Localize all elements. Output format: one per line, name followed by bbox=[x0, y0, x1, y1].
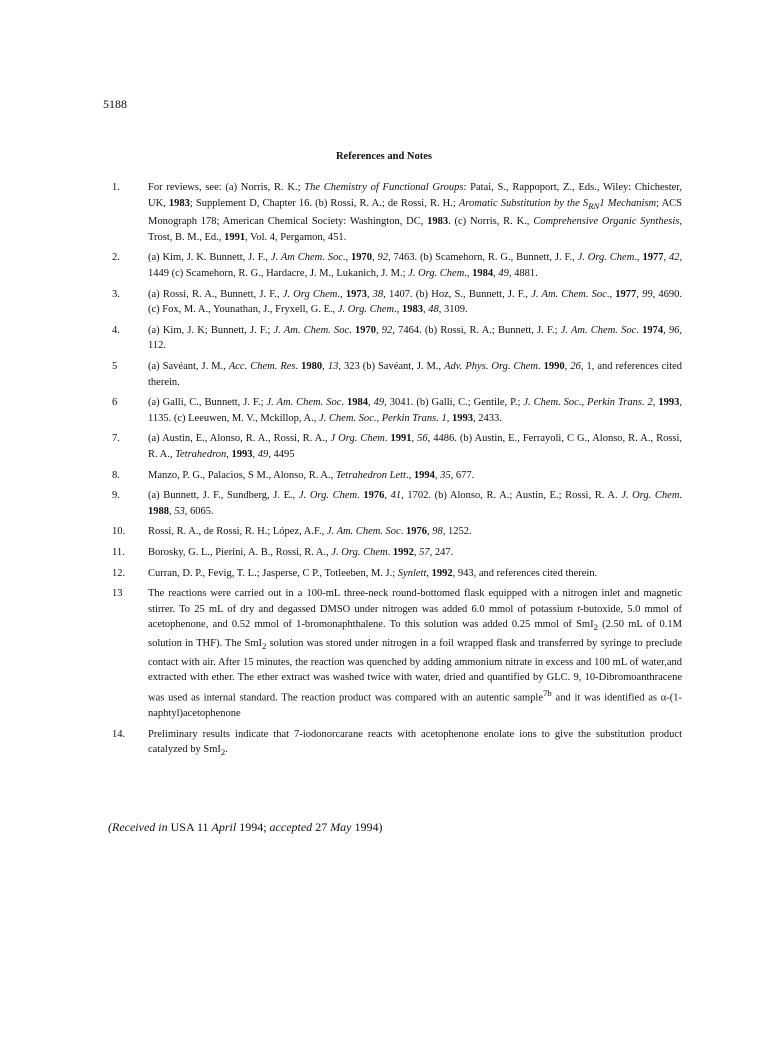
reference-number: 12. bbox=[112, 567, 126, 579]
received-line bbox=[108, 820, 383, 835]
received-year: 1994; bbox=[239, 820, 267, 834]
reference-number: 2. bbox=[112, 252, 120, 264]
reference-text: (a) Galli, C., Bunnett, J. F.; J. Am. Chem. Soc. 1984, 49, 3041. (b) Galli, C.; Gentile, P.; J. Chem. Soc., Perkin Trans. 2, 1993, 1135. (c) Leeuwen, M. V., Mckillop, A., J. Chem. Soc., Perkin Trans. 1, 1993, 2433. bbox=[148, 397, 683, 424]
reference-text: The reactions were carried out in a 100-mL three-neck round-bottomed flask equipped with a nitrogen inlet and magnetic stirrer. To 25 mL of dry and degassed DMSO under nitrogen was added 6.0 mmol of potassium t-butoxide, 5.0 mmol of acetophenone, and 0.52 mmol of 1-bromonaphthalene. To this solution was added 0.25 mmol of SmI$_2$ (2.50 mL of 0.1M solution in THF). The SmI$_2$ solution was stored under nitrogen in a foil wrapped flask and transferred by syringe to preclude contact with air. After 15 minutes, the reaction was quenched by adding ammonium nitrate in excess and 100 mL of water,and extracted with ether. The ether extract was washed twice with water, dried and quantified by GLC. 9, 10-Dibromoanthracene was used as internal standard. The reaction product was compared with an autentic sample$^{7b}$ and it was identified as α-(1-naphtyl)acetophenone bbox=[148, 588, 682, 719]
page-number: 5188 bbox=[103, 97, 127, 111]
received-prefix: (Received in bbox=[108, 820, 168, 834]
reference-number: 5 bbox=[112, 361, 118, 373]
reference-item bbox=[112, 250, 682, 281]
accepted-label: accepted bbox=[269, 820, 313, 834]
reference-number: 8. bbox=[112, 469, 120, 481]
reference-text: For reviews, see: (a) Norris, R. K.; The Chemistry of Functional Groups: Patai, S., Rappoport, Z., Eds., Wiley: Chichester, UK, 1983; Supplement D, Chapter 16. (b) Rossi, R. A.; de Rossi, R. H.; Aromatic Substitution by the $S_{RN}1$ Mechanism; ACS Monograph 178; American Chemical Society: Washington, DC, 1983. (c) Norris, R. K., Comprehensive Organic Synthesis, Trost, B. M., Ed., 1991, Vol. 4, Pergamon, 451. bbox=[148, 182, 683, 243]
reference-item bbox=[112, 359, 682, 390]
received-day: 11 bbox=[196, 820, 209, 834]
reference-text: (a) Kim, J. K. Bunnett, J. F., J. Am Chem. Soc., 1970, 92, 7463. (b) Scamehorn, R. G., Bunnett, J. F., J. Org. Chem., 1977, 42, 1449 (c) Scamehorn, R. G., Hardacre, J. M., Lukanich, J. M.; J. Org. Chem., 1984, 49, 4881. bbox=[148, 252, 683, 280]
reference-item bbox=[112, 488, 682, 519]
reference-number: 14. bbox=[112, 728, 126, 740]
reference-number: 1. bbox=[112, 182, 120, 193]
reference-text: (a) Rossi, R. A., Bunnett, J. F., J. Org Chem., 1973, 38, 1407. (b) Hoz, S., Bunnett, J. F., J. Am. Chem. Soc., 1977, 99, 4690. (c) Fox, M. A., Younathan, J., Fryxell, G. E., J. Org. Chem., 1983, 48, 3109. bbox=[148, 288, 683, 316]
reference-text: (a) Bunnett, J. F., Sundberg, J. E., J. Org. Chem. 1976, 41, 1702. (b) Alonso, R. A.; Austin, E.; Rossi, R. A. J. Org. Chem. 1988, 53, 6065. bbox=[148, 490, 683, 517]
reference-text: Manzo, P. G., Palacios, S M., Alonso, R. A., Tetrahedron Lett., 1994, 35, 677. bbox=[148, 469, 475, 481]
reference-number: 13 bbox=[112, 588, 123, 600]
reference-number: 10. bbox=[112, 526, 126, 538]
reference-number: 4. bbox=[112, 324, 120, 336]
reference-item bbox=[112, 566, 682, 582]
reference-item bbox=[112, 431, 682, 462]
reference-text: Preliminary results indicate that 7-iodonorcarane reacts with acetophenone enolate ions to give the substitution product catalyzed by SmI$_2$. bbox=[148, 728, 682, 758]
reference-item bbox=[112, 323, 682, 354]
reference-number: 3. bbox=[112, 288, 120, 300]
reference-item bbox=[112, 586, 682, 721]
reference-item bbox=[112, 545, 682, 561]
reference-item bbox=[112, 727, 682, 761]
reference-text: (a) Kim, J. K; Bunnett, J. F.; J. Am. Chem. Soc. 1970, 92, 7464. (b) Rossi, R. A.; Bunnett, J. F.; J. Am. Chem. Soc. 1974, 96, 112. bbox=[148, 324, 683, 352]
reference-text: Curran, D. P., Fevig, T. L.; Jasperse, C P., Totleeben, M. J.; Synlett, 1992, 943, and references cited therein. bbox=[148, 567, 598, 579]
reference-text: Rossi, R. A., de Rossi, R. H.; López, A.F., J. Am. Chem. Soc. 1976, 98, 1252. bbox=[148, 526, 472, 538]
reference-list bbox=[112, 180, 682, 766]
reference-number: 7. bbox=[112, 433, 120, 445]
reference-number: 11. bbox=[112, 546, 125, 558]
accepted-day: 27 bbox=[315, 820, 328, 834]
reference-item bbox=[112, 180, 682, 245]
reference-item bbox=[112, 395, 682, 426]
reference-number: 6 bbox=[112, 397, 118, 409]
section-title: References and Notes bbox=[335, 151, 433, 162]
received-country: USA bbox=[170, 820, 194, 834]
reference-item bbox=[112, 468, 682, 484]
reference-item bbox=[112, 287, 682, 318]
reference-text: (a) Savéant, J. M., Acc. Chem. Res. 1980, 13, 323 (b) Savéant, J. M., Adv. Phys. Org. Chem. 1990, 26, 1, and references cited therein. bbox=[148, 361, 683, 388]
accepted-month: May bbox=[330, 820, 352, 834]
accepted-year: 1994) bbox=[354, 820, 383, 834]
reference-text: Borosky, G. L., Pierini, A. B., Rossi, R. A., J. Org. Chem. 1992, 57, 247. bbox=[148, 546, 454, 558]
received-month: April bbox=[211, 820, 237, 834]
reference-item bbox=[112, 524, 682, 540]
reference-number: 9. bbox=[112, 490, 120, 502]
reference-text: (a) Austin, E., Alonso, R. A., Rossi, R. A., J Org. Chem. 1991, 56, 4486. (b) Austin, E., Ferrayoli, C G., Alonso, R. A., Rossi, R. A., Tetrahedron, 1993, 49, 4495 bbox=[148, 433, 683, 460]
